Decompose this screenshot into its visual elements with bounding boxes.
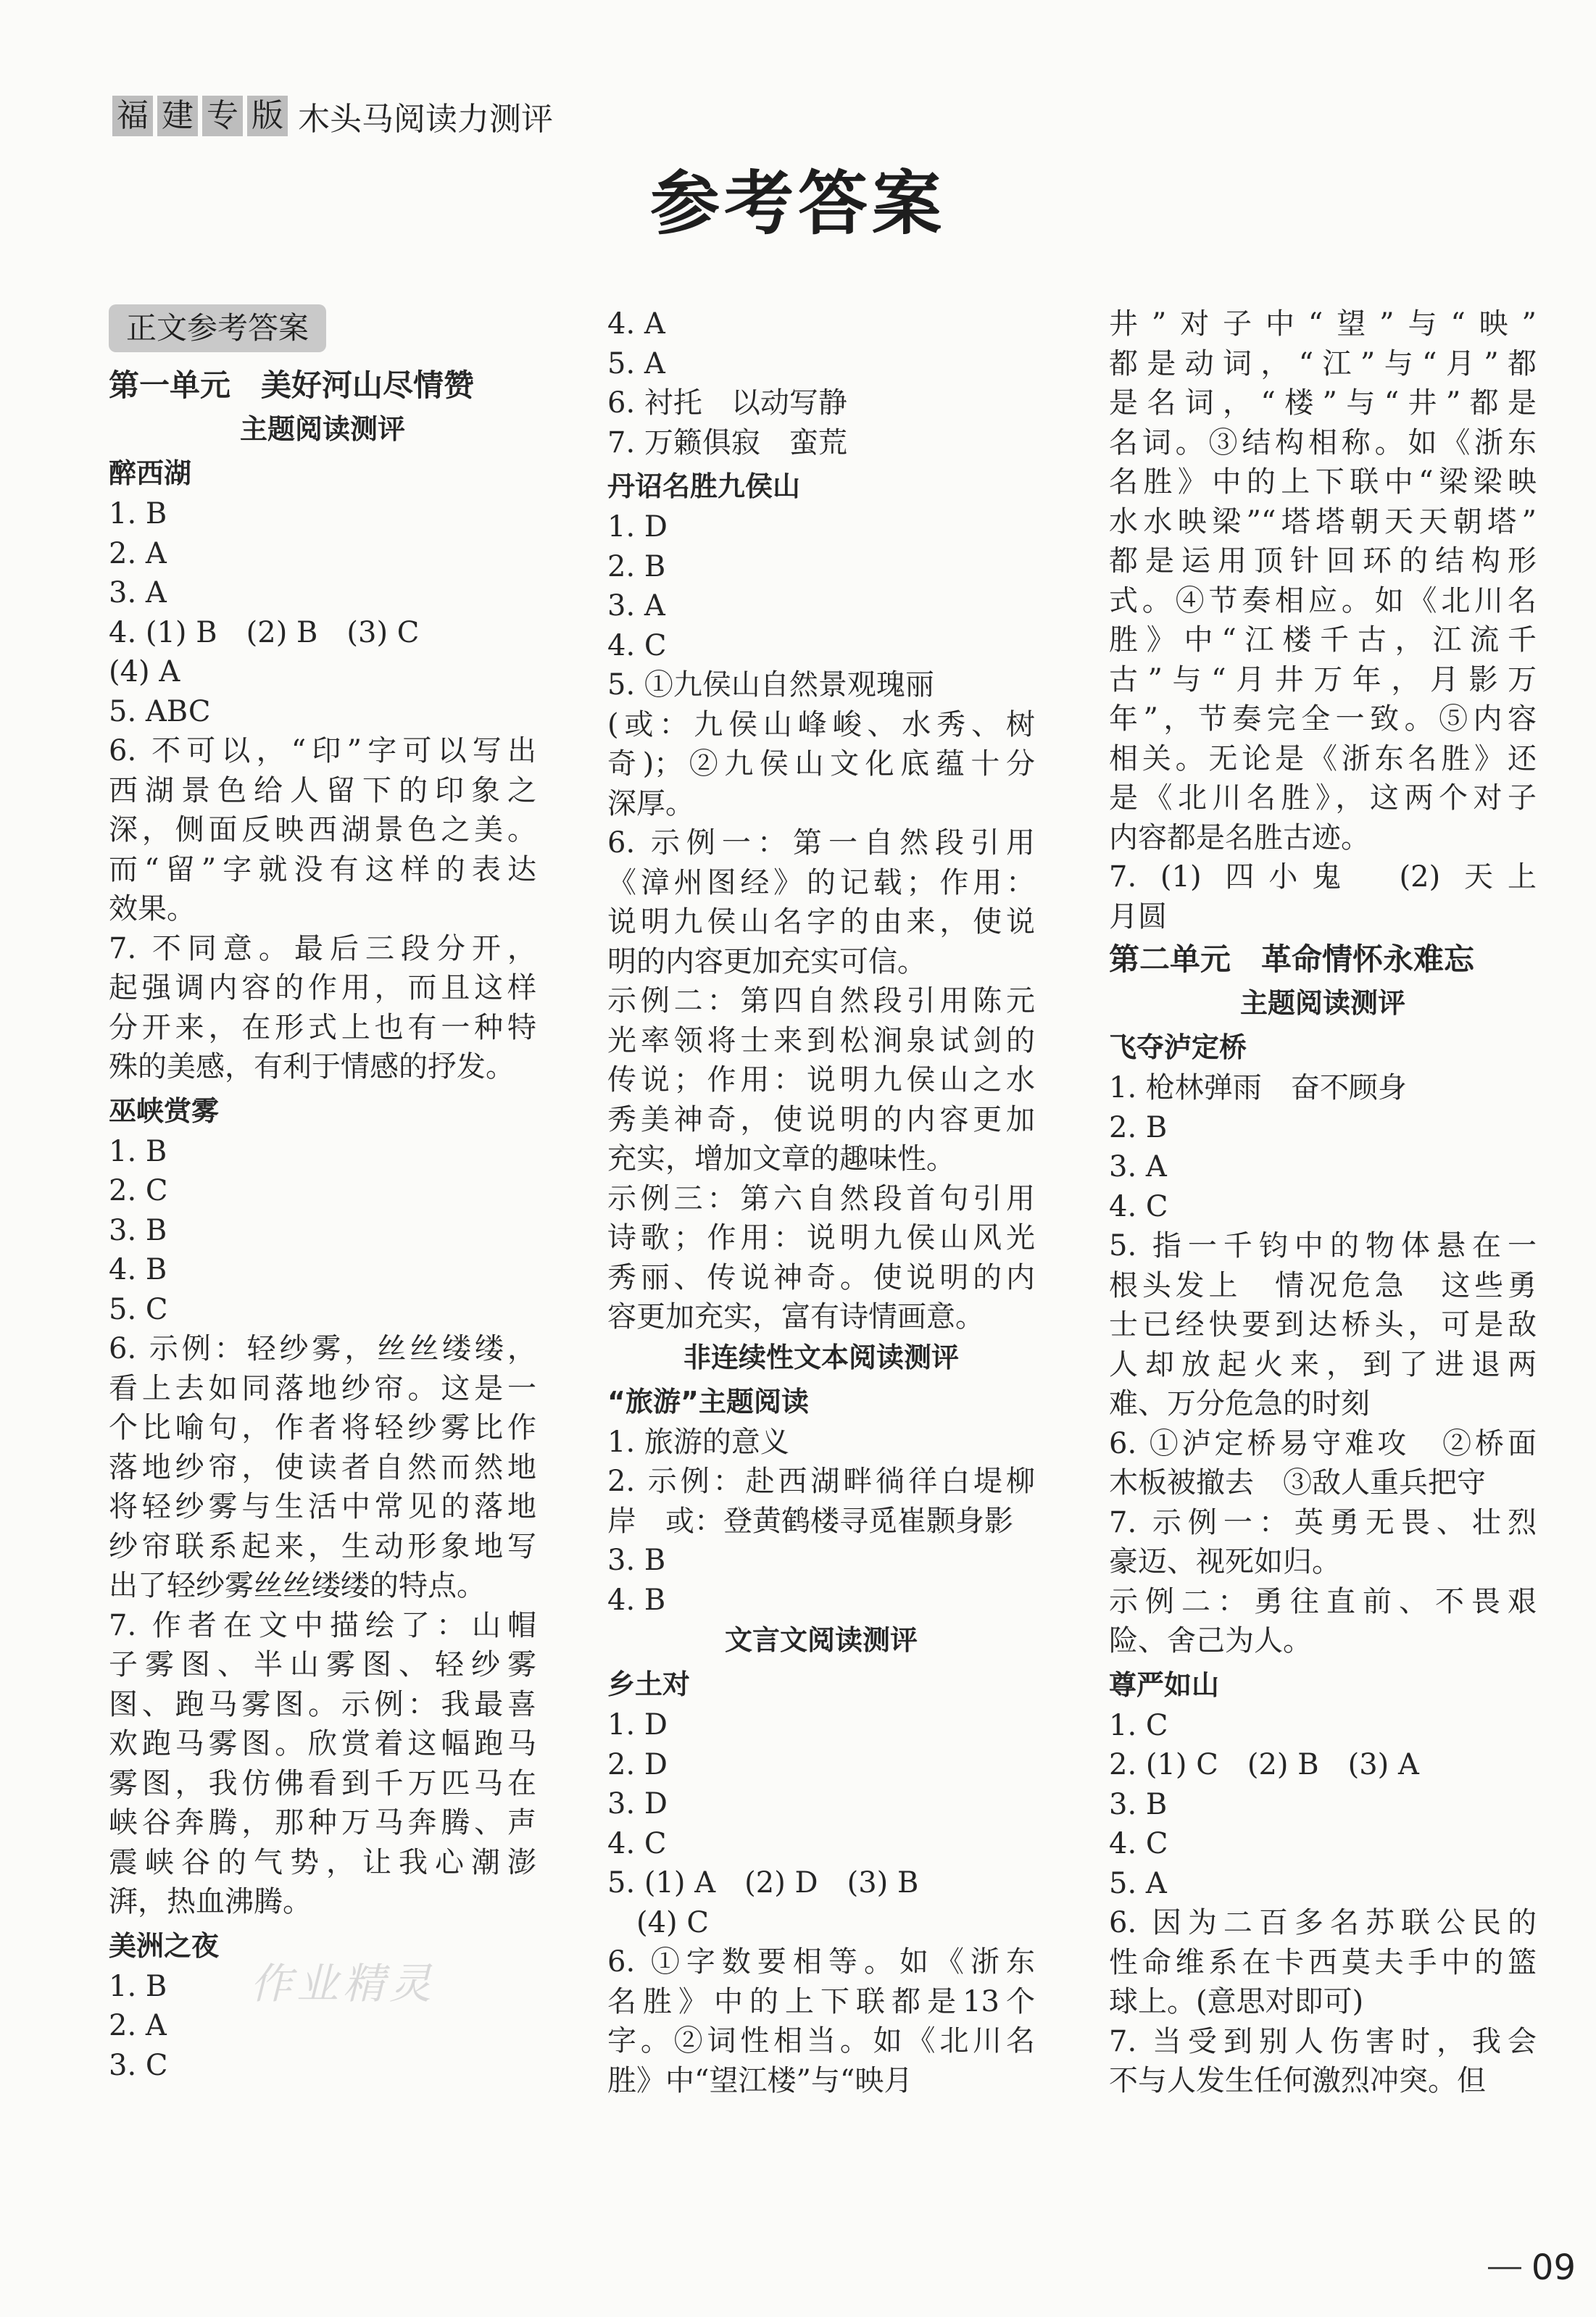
answer-line: 3. A (1109, 1150, 1167, 1184)
answer-line: 5. ABC (109, 694, 211, 728)
passage-title: 丹诏名胜九侯山 (607, 470, 801, 502)
answer-line: 2. B (607, 549, 666, 583)
section-badge: 正文参考答案 (109, 304, 326, 352)
answer-line: 井”对子中“望”与“映” (1109, 307, 1537, 341)
answer-line: 7. 作者在文中描绘了：山帽 (109, 1608, 536, 1642)
answer-line: 人却放起火来，到了进退两 (1109, 1347, 1537, 1381)
answer-line: 月圆 (1109, 899, 1167, 933)
passage-title: 尊严如山 (1109, 1668, 1220, 1701)
answer-line: 2. A (109, 536, 167, 570)
edition-tag: 福 (112, 96, 153, 136)
answer-line: 欢跑马雾图。欣赏着这幅跑马 (109, 1727, 536, 1760)
answer-line: 3. A (109, 576, 167, 610)
answer-line: 年”，节奏完全一致。⑤内容 (1109, 702, 1537, 736)
answer-list (607, 507, 1035, 1337)
answer-line: 6. ①字数要相等。如《浙东 (607, 1945, 1035, 1979)
answer-line: 秀美神奇，使说明的内容更加 (607, 1102, 1035, 1136)
answer-line: 4. (1) B (2) B (3) C (109, 615, 420, 649)
answer-line: 是名词，“楼”与“井”都是 (1109, 386, 1537, 420)
answer-line: 秀丽、传说神奇。使说明的内 (607, 1260, 1035, 1294)
answer-line: 是《北川名胜》，这两个对子 (1109, 781, 1537, 815)
answer-line: 个比喻句，作者将轻纱雾比作 (109, 1411, 536, 1444)
answer-list (607, 304, 1035, 462)
answer-line: 相关。无论是《浙东名胜》还 (1109, 741, 1537, 775)
column-1 (109, 304, 536, 2085)
answer-line: 内容都是名胜古迹。 (1109, 820, 1370, 854)
answer-line: 3. B (607, 1544, 666, 1577)
answer-line: 6. 衬托 以动写静 (607, 386, 847, 420)
subsection-heading: 主题阅读测评 (239, 413, 405, 445)
answer-line: 4. C (607, 628, 667, 662)
answer-line: 2. (1) C (2) B (3) A (1109, 1748, 1419, 1781)
answer-line: 5. 指一千钧中的物体悬在一 (1109, 1229, 1537, 1263)
passage-title: 巫峡赏雾 (109, 1094, 220, 1127)
answer-line: 湃，热血沸腾。 (109, 1885, 312, 1918)
unit-heading: 第一单元 美好河山尽情赞 (109, 367, 475, 403)
answer-line: 不与人发生任何激烈冲突。但 (1109, 2064, 1486, 2097)
answer-list (109, 494, 536, 1087)
subsection-heading: 非连续性文本阅读测评 (683, 1341, 959, 1373)
answer-line: 4. C (1109, 1827, 1168, 1860)
answer-line: 示例二：第四自然段引用陈元 (607, 984, 1035, 1018)
answer-line: 起强调内容的作用，而且这样 (109, 971, 536, 1004)
answer-line: 4. A (607, 307, 665, 341)
answer-line: (或：九侯山峰峻、水秀、树 (607, 707, 1035, 741)
answer-line: 4. C (607, 1826, 667, 1860)
answer-line: 7. 示例一：英勇无畏、壮烈 (1109, 1505, 1537, 1539)
answer-list (1109, 1706, 1537, 2101)
series-header (112, 93, 553, 139)
answer-line: 球上。(意思对即可) (1109, 1985, 1364, 2018)
answer-line: 光率领将士来到松涧泉试剑的 (607, 1023, 1035, 1057)
column-2 (607, 304, 1035, 2100)
answer-list (109, 1132, 536, 1922)
answer-line: 6. 示例：轻纱雾，丝丝缕缕， (109, 1332, 536, 1365)
page-title: 参考答案 (650, 162, 946, 244)
answer-line: 1. 枪林弹雨 奋不顾身 (1109, 1071, 1407, 1105)
answer-line: 根头发上 情况危急 这些勇 (1109, 1268, 1537, 1302)
passage-title: 飞夺泸定桥 (1109, 1031, 1247, 1063)
answer-list (607, 1705, 1035, 2100)
answer-line: 1. C (1109, 1708, 1168, 1742)
edition-tag: 专 (202, 96, 243, 136)
answer-line: 明的内容更加充实可信。 (607, 944, 926, 978)
answer-line: 说明九侯山名字的由来，使说 (607, 905, 1035, 939)
answer-line: 纱帘联系起来，生动形象地写 (109, 1529, 536, 1563)
answer-line: 示例三：第六自然段首句引用 (607, 1181, 1035, 1215)
series-title: 木头马阅读力测评 (298, 101, 553, 138)
answer-line: 1. B (109, 1969, 167, 2003)
answer-line: 诗歌；作用：说明九侯山风光 (607, 1221, 1035, 1255)
answer-list (607, 1423, 1035, 1621)
subsection-heading: 主题阅读测评 (1239, 987, 1405, 1019)
answer-line: 难、万分危急的时刻 (1109, 1387, 1370, 1420)
passage-title: 乡土对 (607, 1668, 691, 1700)
answer-line: 6. 因为二百多名苏联公民的 (1109, 1906, 1537, 1939)
answer-line: 容更加充实，富有诗情画意。 (607, 1300, 984, 1334)
answer-line: 3. B (109, 1213, 167, 1247)
answer-line: (4) C (607, 1905, 709, 1939)
answer-line: 3. A (607, 589, 665, 623)
answer-list (1109, 304, 1537, 936)
answer-line: 名胜》中的上下联中“梁梁映 (1109, 465, 1537, 499)
answer-line: 看上去如同落地纱帘。这是一 (109, 1371, 536, 1405)
answer-line: 传说；作用：说明九侯山之水 (607, 1063, 1035, 1097)
answer-line: 将轻纱雾与生活中常见的落地 (109, 1490, 536, 1523)
answer-line: 都是运用顶针回环的结构形 (1109, 544, 1537, 578)
passage-title: 醉西湖 (109, 457, 192, 489)
answer-line: 7. 万籁俱寂 蛮荒 (607, 425, 847, 459)
answer-line: 木板被撤去 ③敌人重兵把守 (1109, 1466, 1486, 1499)
answer-line: 5. A (1109, 1866, 1167, 1900)
answer-line: 4. C (1109, 1189, 1168, 1223)
answer-line: 奇)；②九侯山文化底蕴十分 (607, 747, 1035, 781)
answer-line: 古”与“月井万年，月影万 (1109, 662, 1537, 696)
answer-line: 震峡谷的气势，让我心潮澎 (109, 1845, 536, 1879)
answer-line: 5. C (109, 1292, 168, 1326)
answer-line: 子雾图、半山雾图、轻纱雾 (109, 1648, 536, 1681)
answer-line: 3. B (1109, 1787, 1168, 1821)
answer-line: 水水映梁”“塔塔朝天天朝塔” (1109, 504, 1537, 538)
answer-line: 7. 当受到别人伤害时，我会 (1109, 2024, 1537, 2058)
answer-line: 6. 示例一：第一自然段引用 (607, 826, 1035, 860)
answer-line: 5. (1) A (2) D (3) B (607, 1866, 919, 1900)
edition-tag: 建 (157, 96, 198, 136)
answer-line: 6. ①泸定桥易守难攻 ②桥面 (1109, 1426, 1537, 1460)
answer-line: 2. 示例：赴西湖畔徜徉白堤柳 (607, 1465, 1035, 1498)
answer-line: 殊的美感，有利于情感的抒发。 (109, 1050, 515, 1083)
passage-title: “旅游”主题阅读 (607, 1385, 809, 1418)
answer-line: 都是动词，“江”与“月”都 (1109, 346, 1537, 380)
answer-line: (4) A (109, 655, 180, 689)
answer-line: 名词。③结构相称。如《浙东 (1109, 425, 1537, 459)
answer-line: 胜》中“望江楼”与“映月 (607, 2063, 913, 2097)
answer-line: 图、跑马雾图。示例：我最喜 (109, 1687, 536, 1721)
answer-line: 6. 不可以，“印”字可以写出 (109, 734, 536, 768)
answer-line: 峡谷奔腾，那种万马奔腾、声 (109, 1806, 536, 1839)
answer-line: 胜》中“江楼千古，江流千 (1109, 623, 1537, 657)
answer-line: 险、舍己为人。 (1109, 1624, 1312, 1657)
answer-line: 岸 或：登黄鹤楼寻觅崔颢身影 (607, 1504, 1013, 1538)
answer-line: 2. C (109, 1174, 168, 1207)
answer-line: 深厚。 (607, 786, 694, 820)
page-number-text: 09 (1531, 2247, 1576, 2288)
answer-line: 出了轻纱雾丝丝缕缕的特点。 (109, 1569, 486, 1602)
answer-line: 7. (1) 四小鬼 (2) 天上 (1109, 860, 1537, 894)
answer-line: 名胜》中的上下联都是13个 (607, 1984, 1035, 2018)
passage-title: 美洲之夜 (109, 1929, 220, 1962)
answer-line: 字。②词性相当。如《北川名 (607, 2024, 1035, 2058)
answer-line: 7. 不同意。最后三段分开， (109, 931, 536, 965)
answer-line: 深，侧面反映西湖景色之美。 (109, 813, 536, 846)
answer-line: 士已经快要到达桥头，可是敌 (1109, 1308, 1537, 1341)
answer-line: 5. A (607, 346, 665, 380)
answer-line: 1. B (109, 1134, 167, 1168)
answer-line: 性命维系在卡西莫夫手中的篮 (1109, 1945, 1537, 1979)
answer-line: 效果。 (109, 892, 196, 925)
answer-line: 1. B (109, 497, 167, 531)
page-number-rule (1488, 2267, 1521, 2269)
watermark: 作业精灵 (250, 1959, 436, 2008)
subsection-heading: 文言文阅读测评 (724, 1624, 918, 1656)
edition-tag: 版 (247, 96, 288, 136)
answer-line: 1. 旅游的意义 (607, 1425, 789, 1459)
answer-line: 西湖景色给人留下的印象之 (109, 773, 536, 807)
answer-line: 4. B (607, 1583, 666, 1617)
answer-line: 分开来，在形式上也有一种特 (109, 1010, 536, 1044)
answer-list (1109, 1068, 1537, 1661)
answer-line: 4. B (109, 1253, 167, 1286)
answer-line: 式。④节奏相应。如《北川名 (1109, 583, 1537, 617)
answer-line: 落地纱帘，使读者自然而然地 (109, 1450, 536, 1484)
answer-line: 充实，增加文章的趣味性。 (607, 1142, 955, 1176)
answer-line: 3. D (607, 1787, 668, 1821)
answer-line: 豪迈、视死如归。 (1109, 1545, 1341, 1578)
answer-line: 2. A (109, 2009, 167, 2042)
column-3 (1109, 304, 1537, 2101)
answer-line: 示例二：勇往直前、不畏艰 (1109, 1584, 1537, 1618)
answer-line: 1. D (607, 1708, 668, 1742)
unit-heading: 第二单元 革命情怀永难忘 (1109, 941, 1475, 977)
answer-line: 5. ①九侯山自然景观瑰丽 (607, 668, 934, 702)
answer-line: 《漳州图经》的记载；作用： (607, 865, 1035, 899)
answer-line: 2. B (1109, 1110, 1168, 1144)
answer-line: 而“留”字就没有这样的表达 (109, 852, 536, 886)
answer-line: 1. D (607, 510, 668, 544)
page-number (1488, 2247, 1576, 2288)
answer-line: 3. C (109, 2048, 168, 2082)
answer-line: 雾图，我仿佛看到千万匹马在 (109, 1766, 536, 1800)
answer-line: 2. D (607, 1747, 668, 1781)
